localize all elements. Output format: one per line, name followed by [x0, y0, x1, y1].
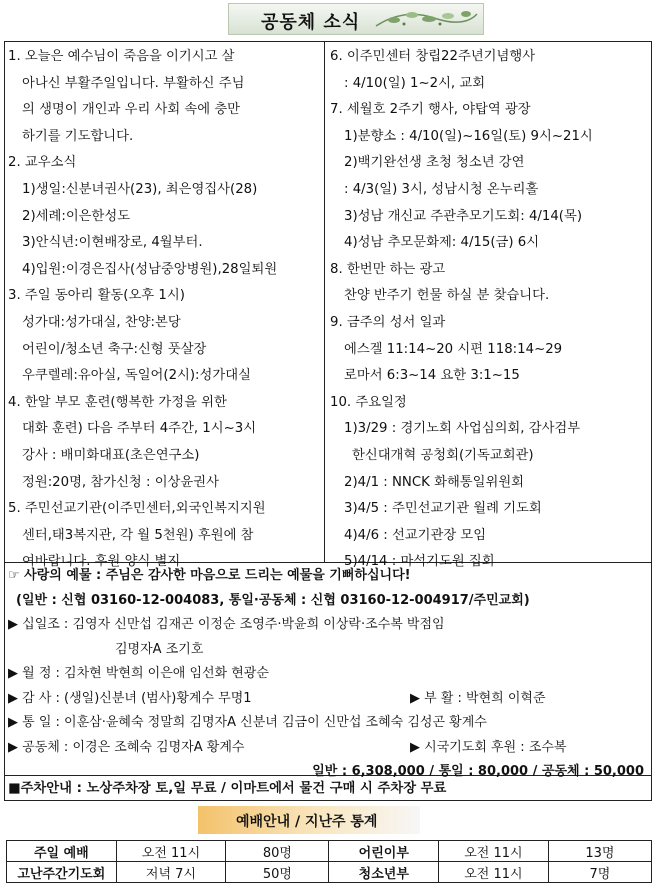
news-line: 1)생일:신분녀권사(23), 최은영집사(28): [22, 181, 258, 197]
offering-totals: 일반 : 6,308,000 / 통일 : 80,000 / 공동체 : 50,000: [312, 764, 644, 779]
news-line: 하기를 기도합니다.: [22, 128, 134, 144]
tithe-line: ▶ 십일조 : 김영자 신만섭 김재곤 이정순 조영주·박윤희 이상락·조수복 박점임: [8, 617, 445, 632]
news-line: 3)안식년:이현배장로, 4월부터.: [22, 235, 203, 251]
news-line: 1)분향소 : 4/10(일)~16일(토) 9시~21시: [344, 128, 593, 144]
left-news-column: [8, 44, 320, 576]
news-line: 3)4/5 : 주민선교기관 월례 기도회: [344, 501, 542, 517]
unity-line: ▶ 통 일 : 이훈삼·윤혜숙 정말희 김명자A 신분녀 김금이 신만섭 조혜숙 김성곤 황계수: [8, 715, 487, 730]
table-cell: 13명: [548, 841, 651, 862]
news-line: 로마서 6:3~14 요한 3:1~15: [344, 368, 520, 384]
news-line: 4)입원:이경은집사(성남중앙병원),28일퇴원: [22, 261, 278, 277]
news-line: 5)4/14 : 마석기도원 집회: [344, 554, 495, 570]
news-line: : 4/3(일) 3시, 성남시청 온누리홀: [344, 181, 539, 197]
news-line: 2)4/1 : NNCK 화해통일위원회: [344, 474, 525, 490]
column-divider: [324, 41, 325, 562]
title-banner: [228, 3, 484, 35]
table-cell: 고난주간기도회: [7, 862, 117, 883]
table-cell: 오전 11시: [439, 841, 549, 862]
easter-line: ▶ 부 활 : 박현희 이혁준: [410, 690, 546, 706]
news-line: 2)백기완선생 초청 청소년 강연: [344, 155, 525, 171]
monthly-line: ▶ 월 정 : 김차현 박현희 이은애 임선화 현광순: [8, 666, 269, 681]
news-line: 1. 오늘은 예수님이 죽음을 이기시고 살: [8, 49, 235, 64]
table-cell: 80명: [226, 841, 329, 862]
table-cell: 저녁 7시: [116, 862, 226, 883]
table-cell: 오전 11시: [439, 862, 549, 883]
news-line: 우쿠렐레:유아실, 독일어(2시):성가대실: [22, 368, 251, 384]
news-line: 대화 훈련) 다음 주부터 4주간, 1시~3시: [22, 421, 257, 437]
news-line: 6. 이주민센터 창립22주년기념행사: [330, 49, 536, 64]
news-line: 8. 한번만 하는 광고: [330, 261, 446, 277]
news-line: 한신대개혁 공청회(기독교회관): [352, 447, 534, 463]
table-cell: 청소년부: [329, 862, 439, 883]
news-line: 어린이/청소년 축구:신형 풋살장: [22, 341, 207, 357]
news-line: 3)성남 개신교 주관추모기도회: 4/14(목): [344, 208, 583, 224]
news-line: 2)세례:이은한성도: [22, 208, 131, 224]
table-row: [7, 862, 652, 883]
news-line: 5. 주민선교기관(이주민센터,외국인복지지원: [8, 501, 266, 517]
table-cell: 50명: [226, 862, 329, 883]
news-line: 찬양 반주기 헌물 하실 분 찾습니다.: [344, 288, 550, 304]
community-line: ▶ 공동체 : 이경은 조혜숙 김명자A 황계수: [8, 739, 245, 755]
right-news-column: [330, 44, 650, 576]
table-cell: 오전 11시: [116, 841, 226, 862]
parking-notice: ■주차안내 : 노상주차장 토,일 무료 / 이마트에서 물건 구매 시 주차장 무료: [8, 781, 447, 796]
table-cell: 어린이부: [329, 841, 439, 862]
news-line: : 4/10(일) 1~2시, 교회: [344, 75, 486, 91]
stats-banner: [198, 806, 420, 834]
news-line: 9. 금주의 성서 일과: [330, 314, 446, 330]
table-cell: 주일 예배: [7, 841, 117, 862]
news-line: 아나신 부활주일입니다. 부활하신 주님: [22, 75, 245, 91]
news-line: 강사 : 배미화대표(초은연구소): [22, 447, 200, 463]
news-line: 3. 주일 동아리 활동(오후 1시): [8, 288, 185, 304]
table-row: [7, 841, 652, 862]
news-line: 에스겔 11:14~20 시편 118:14~29: [344, 341, 563, 357]
thanks-line: ▶ 감 사 : (생일)신분녀 (범사)황계수 무명1: [8, 690, 252, 706]
news-line: 센터,태3복지관, 각 월 5천원) 후원에 참: [22, 527, 254, 543]
city-prayer-line: ▶ 시국기도회 후원 : 조수복: [410, 739, 567, 755]
news-line: 4)4/6 : 선교기관장 모임: [344, 527, 487, 543]
news-line: 정원:20명, 참가신청 : 이상윤권사: [22, 474, 219, 490]
leaf-decoration-icon: [374, 4, 479, 34]
news-line: 7. 세월호 2주기 행사, 야탑역 광장: [330, 102, 531, 118]
offering-headline: ☞ 사랑의 예물 : 주님은 감사한 마음으로 드리는 예물을 기뻐하십니다!: [8, 568, 411, 583]
news-line: 4. 한알 부모 훈련(행복한 가정을 위한: [8, 394, 227, 410]
page-title: 공동체 소식: [261, 12, 361, 33]
offering-section: [8, 564, 652, 785]
offering-accounts: (일반 : 신협 03160-12-004083, 통일·공동체 : 신협 03160-12-004917/주민교회): [16, 592, 530, 608]
news-line: 1)3/29 : 경기노회 사업심의회, 감사검부: [344, 421, 581, 437]
tithe-line-cont: 김명자A 조기호: [115, 641, 204, 657]
stats-title: 예배안내 / 지난주 통계: [236, 814, 378, 830]
worship-stats-table: [6, 840, 652, 883]
news-line: 10. 주요일정: [330, 394, 407, 410]
news-line: 2. 교우소식: [8, 155, 77, 171]
table-cell: 7명: [548, 862, 651, 883]
news-line: 의 생명이 개인과 우리 사회 속에 충만: [22, 102, 241, 118]
news-line: 여바랍니다. 후원 양식 별지: [22, 554, 181, 570]
news-line: 성가대:성가대실, 찬양:본당: [22, 314, 181, 330]
news-line: 4)성남 추모문화제: 4/15(금) 6시: [344, 235, 540, 251]
